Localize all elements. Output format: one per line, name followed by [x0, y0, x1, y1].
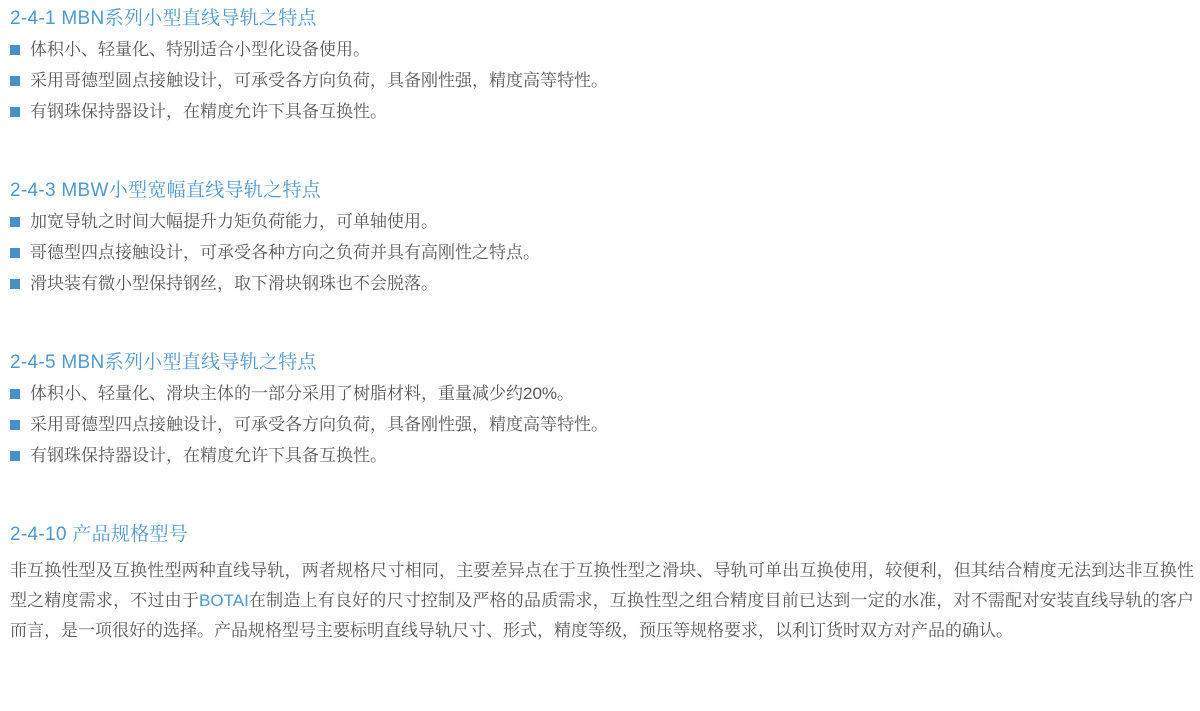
- list-item: [10, 71, 1192, 91]
- list-item: [10, 212, 1192, 232]
- bullet-square-icon: [10, 420, 20, 430]
- feature-list: [10, 212, 1192, 294]
- bullet-square-icon: [10, 107, 20, 117]
- bullet-text: 加宽导轨之时间大幅提升力矩负荷能力，可单轴使用。: [30, 212, 438, 231]
- list-item: [10, 274, 1192, 294]
- section-heading: 2-4-3 MBW小型宽幅直线导轨之特点: [10, 180, 322, 201]
- bullet-square-icon: [10, 389, 20, 399]
- bullet-text: 体积小、轻量化、滑块主体的一部分采用了树脂材料，重量减少约20%。: [30, 384, 575, 403]
- list-item: [10, 40, 1192, 60]
- paragraph-text-before: 非互换性型及互换性型两种直线导轨，两者规格尺寸相同，主要差异点在于互换性型之滑块、导轨可单出互换使用，较便利，但其结合精度无法到达非互换性型之精度需求，不过由于: [10, 561, 1194, 610]
- bullet-square-icon: [10, 279, 20, 289]
- section-2-4-1: [10, 8, 1192, 122]
- bullet-square-icon: [10, 76, 20, 86]
- list-item: [10, 446, 1192, 466]
- bullet-square-icon: [10, 45, 20, 55]
- spec-paragraph: [10, 556, 1194, 646]
- section-2-4-3: [10, 180, 1192, 294]
- section-2-4-5: [10, 352, 1192, 466]
- bullet-square-icon: [10, 217, 20, 227]
- bullet-square-icon: [10, 451, 20, 461]
- brand-link[interactable]: BOTAI: [199, 591, 249, 610]
- section-2-4-10: [10, 524, 1195, 646]
- bullet-text: 采用哥德型四点接触设计，可承受各方向负荷，具备刚性强，精度高等特性。: [30, 415, 608, 434]
- feature-list: [10, 40, 1192, 122]
- feature-list: [10, 384, 1192, 466]
- section-heading: 2-4-1 MBN系列小型直线导轨之特点: [10, 8, 317, 29]
- bullet-text: 体积小、轻量化、特别适合小型化设备使用。: [30, 40, 370, 59]
- list-item: [10, 243, 1192, 263]
- section-heading: 2-4-10 产品规格型号: [10, 524, 189, 545]
- bullet-text: 有钢珠保持器设计，在精度允许下具备互换性。: [30, 446, 387, 465]
- bullet-text: 采用哥德型圆点接触设计，可承受各方向负荷，具备刚性强，精度高等特性。: [30, 71, 608, 90]
- paragraph-text-after: 在制造上有良好的尺寸控制及严格的品质需求，互换性型之组合精度目前已达到一定的水准，对不需配对安装直线导轨的客户而言，是一项很好的选择。产品规格型号主要标明直线导轨尺寸、形式，精度等级，预压等规格要求，以利订货时双方对产品的确认。: [10, 591, 1195, 640]
- list-item: [10, 415, 1192, 435]
- bullet-square-icon: [10, 248, 20, 258]
- section-heading: 2-4-5 MBN系列小型直线导轨之特点: [10, 352, 317, 373]
- list-item: [10, 384, 1192, 404]
- bullet-text: 哥德型四点接触设计，可承受各种方向之负荷并具有高刚性之特点。: [30, 243, 540, 262]
- list-item: [10, 102, 1192, 122]
- bullet-text: 有钢珠保持器设计，在精度允许下具备互换性。: [30, 102, 387, 121]
- bullet-text: 滑块装有微小型保持钢丝，取下滑块钢珠也不会脱落。: [30, 274, 438, 293]
